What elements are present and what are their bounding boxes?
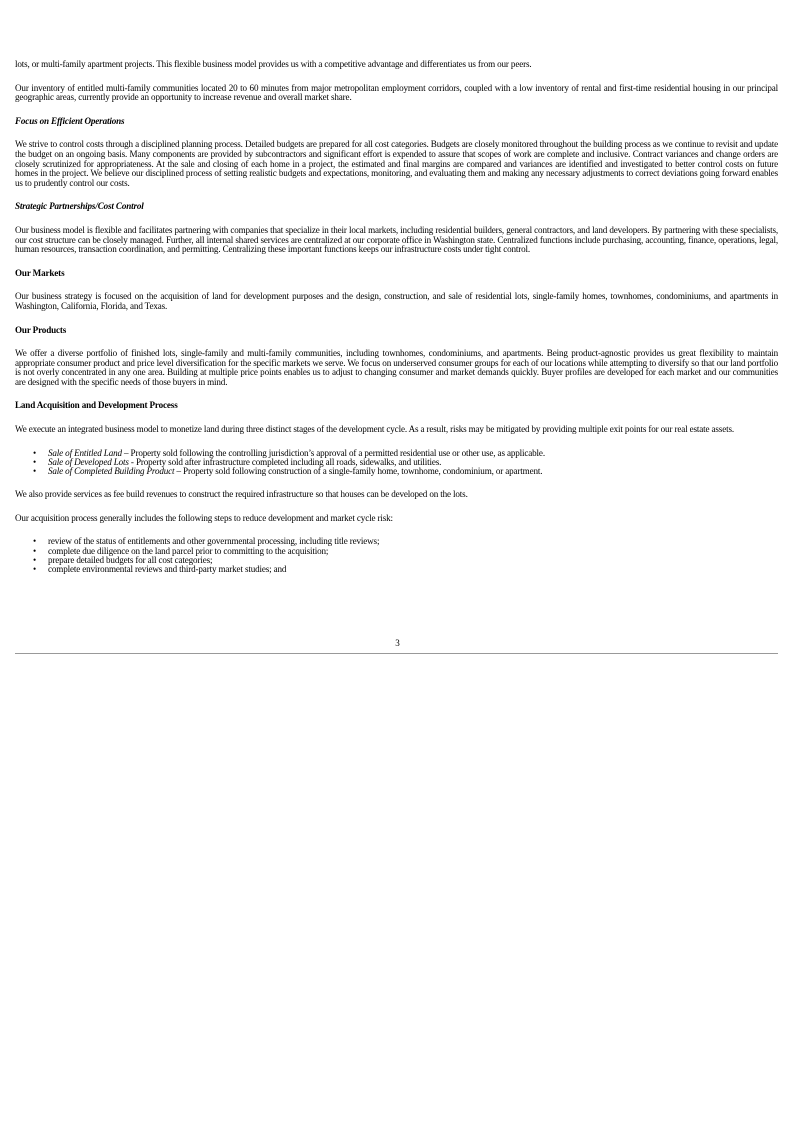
stage-text: – Property sold following construction of a single-family home, townhome, condominium, or apartment. (174, 466, 543, 477)
list-item: • complete due diligence on the land parcel prior to committing to the acquisition; (15, 547, 778, 556)
heading-products: Our Products (15, 324, 67, 335)
steps-list (15, 537, 778, 574)
heading-focus: Focus on Efficient Operations (15, 115, 125, 126)
heading-markets: Our Markets (15, 267, 65, 278)
page-number: 3 (395, 638, 400, 648)
paragraph-markets: Our business strategy is focused on the acquisition of land for development purposes and the design, construction, and sale of residential lots, single-family homes, townhomes, condominiums, and apartments in Washington, California, Florida, and Texas. (15, 291, 778, 311)
document-body (15, 60, 778, 574)
paragraph-strategic: Our business model is flexible and facilitates partnering with companies that specialize in their local markets, including residential builders, general contractors, and land developers. By partnering with these specialists, our cost structure can be closely managed. Further, all internal shared services are centralized at our corporate office in Washington state. Centralized functions include purchasing, accounting, finance, operations, legal, human resources, transaction coordination, and permitting. Centralizing these important functions keeps our infrastructure costs under tight control. (15, 224, 778, 255)
paragraph-products: We offer a diverse portfolio of finished lots, single-family and multi-family communities, including townhomes, condominiums, and apartments. Being product-agnostic provides us great flexibility to maintain appropriate consumer product and price level diversification for the specific markets we serve. We focus on underserved consumer groups for each of our locations while attempting to diversify so that our land portfolio is not overly concentrated in any one area. Building at multiple price points enables us to adjust to changing consumer and market demands quickly. Buyer profiles are developed for each market and our communities are designed with the specific needs of those buyers in mind. (15, 348, 778, 387)
heading-strategic: Strategic Partnerships/Cost Control (15, 201, 144, 212)
page-divider (15, 653, 778, 654)
paragraph-inventory: Our inventory of entitled multi-family communities located 20 to 60 minutes from major metropolitan employment corridors, coupled with a low inventory of rental and first-time residential housing in our principal geographic areas, currently provide an opportunity to increase revenue and overall market share. (15, 82, 778, 103)
paragraph-focus: We strive to control costs through a disciplined planning process. Detailed budgets are prepared for all cost categories. Budgets are closely monitored throughout the building process as we continue to revisit and update the budget on an ongoing basis. Many components are provided by subcontractors and significant effort is expended to assure that scopes of work are complete and inclusive. Contract variances and change orders are closely scrutinized for appropriateness. At the sale and closing of each home in a project, the estimated and final margins are compared and variances are identified and investigated to better control costs on future homes in the project. We believe our disciplined process of setting realistic budgets and expectations, monitoring, and evaluating them and making any necessary adjustments to correct deviations going forward enables us to prudently control our costs. (15, 139, 778, 188)
list-item: • review of the status of entitlements and other governmental processing, including title reviews; (15, 537, 778, 546)
paragraph-acquisition: Our acquisition process generally includes the following steps to reduce development and market cycle risk: (15, 512, 393, 523)
stage-term: Sale of Developed Lots (48, 456, 129, 467)
paragraph-fee: We also provide services as fee build revenues to construct the required infrastructure so that houses can be developed on the lots. (15, 489, 468, 500)
heading-land: Land Acquisition and Development Process (15, 400, 178, 411)
list-item: • complete environmental reviews and third-party market studies; and (15, 565, 778, 574)
stage-text: - Property sold after infrastructure completed including all roads, sidewalks, and utilities. (128, 456, 442, 467)
stage-term: Sale of Completed Building Product (48, 466, 175, 477)
stage-term: Sale of Entitled Land (48, 447, 122, 458)
paragraph-intro: lots, or multi-family apartment projects. This flexible business model provides us with a competitive advantage and differentiates us from our peers. (15, 59, 532, 69)
list-item (15, 467, 778, 476)
stage-text: – Property sold following the controlling jurisdiction’s approval of a permitted residential use or other use, as applicable. (121, 447, 545, 458)
list-item: • prepare detailed budgets for all cost categories; (15, 556, 778, 565)
stages-list (15, 449, 778, 477)
paragraph-land: We execute an integrated business model to monetize land during three distinct stages of the development cycle. As a result, risks may be mitigated by providing multiple exit points for our real estate assets. (15, 424, 734, 435)
